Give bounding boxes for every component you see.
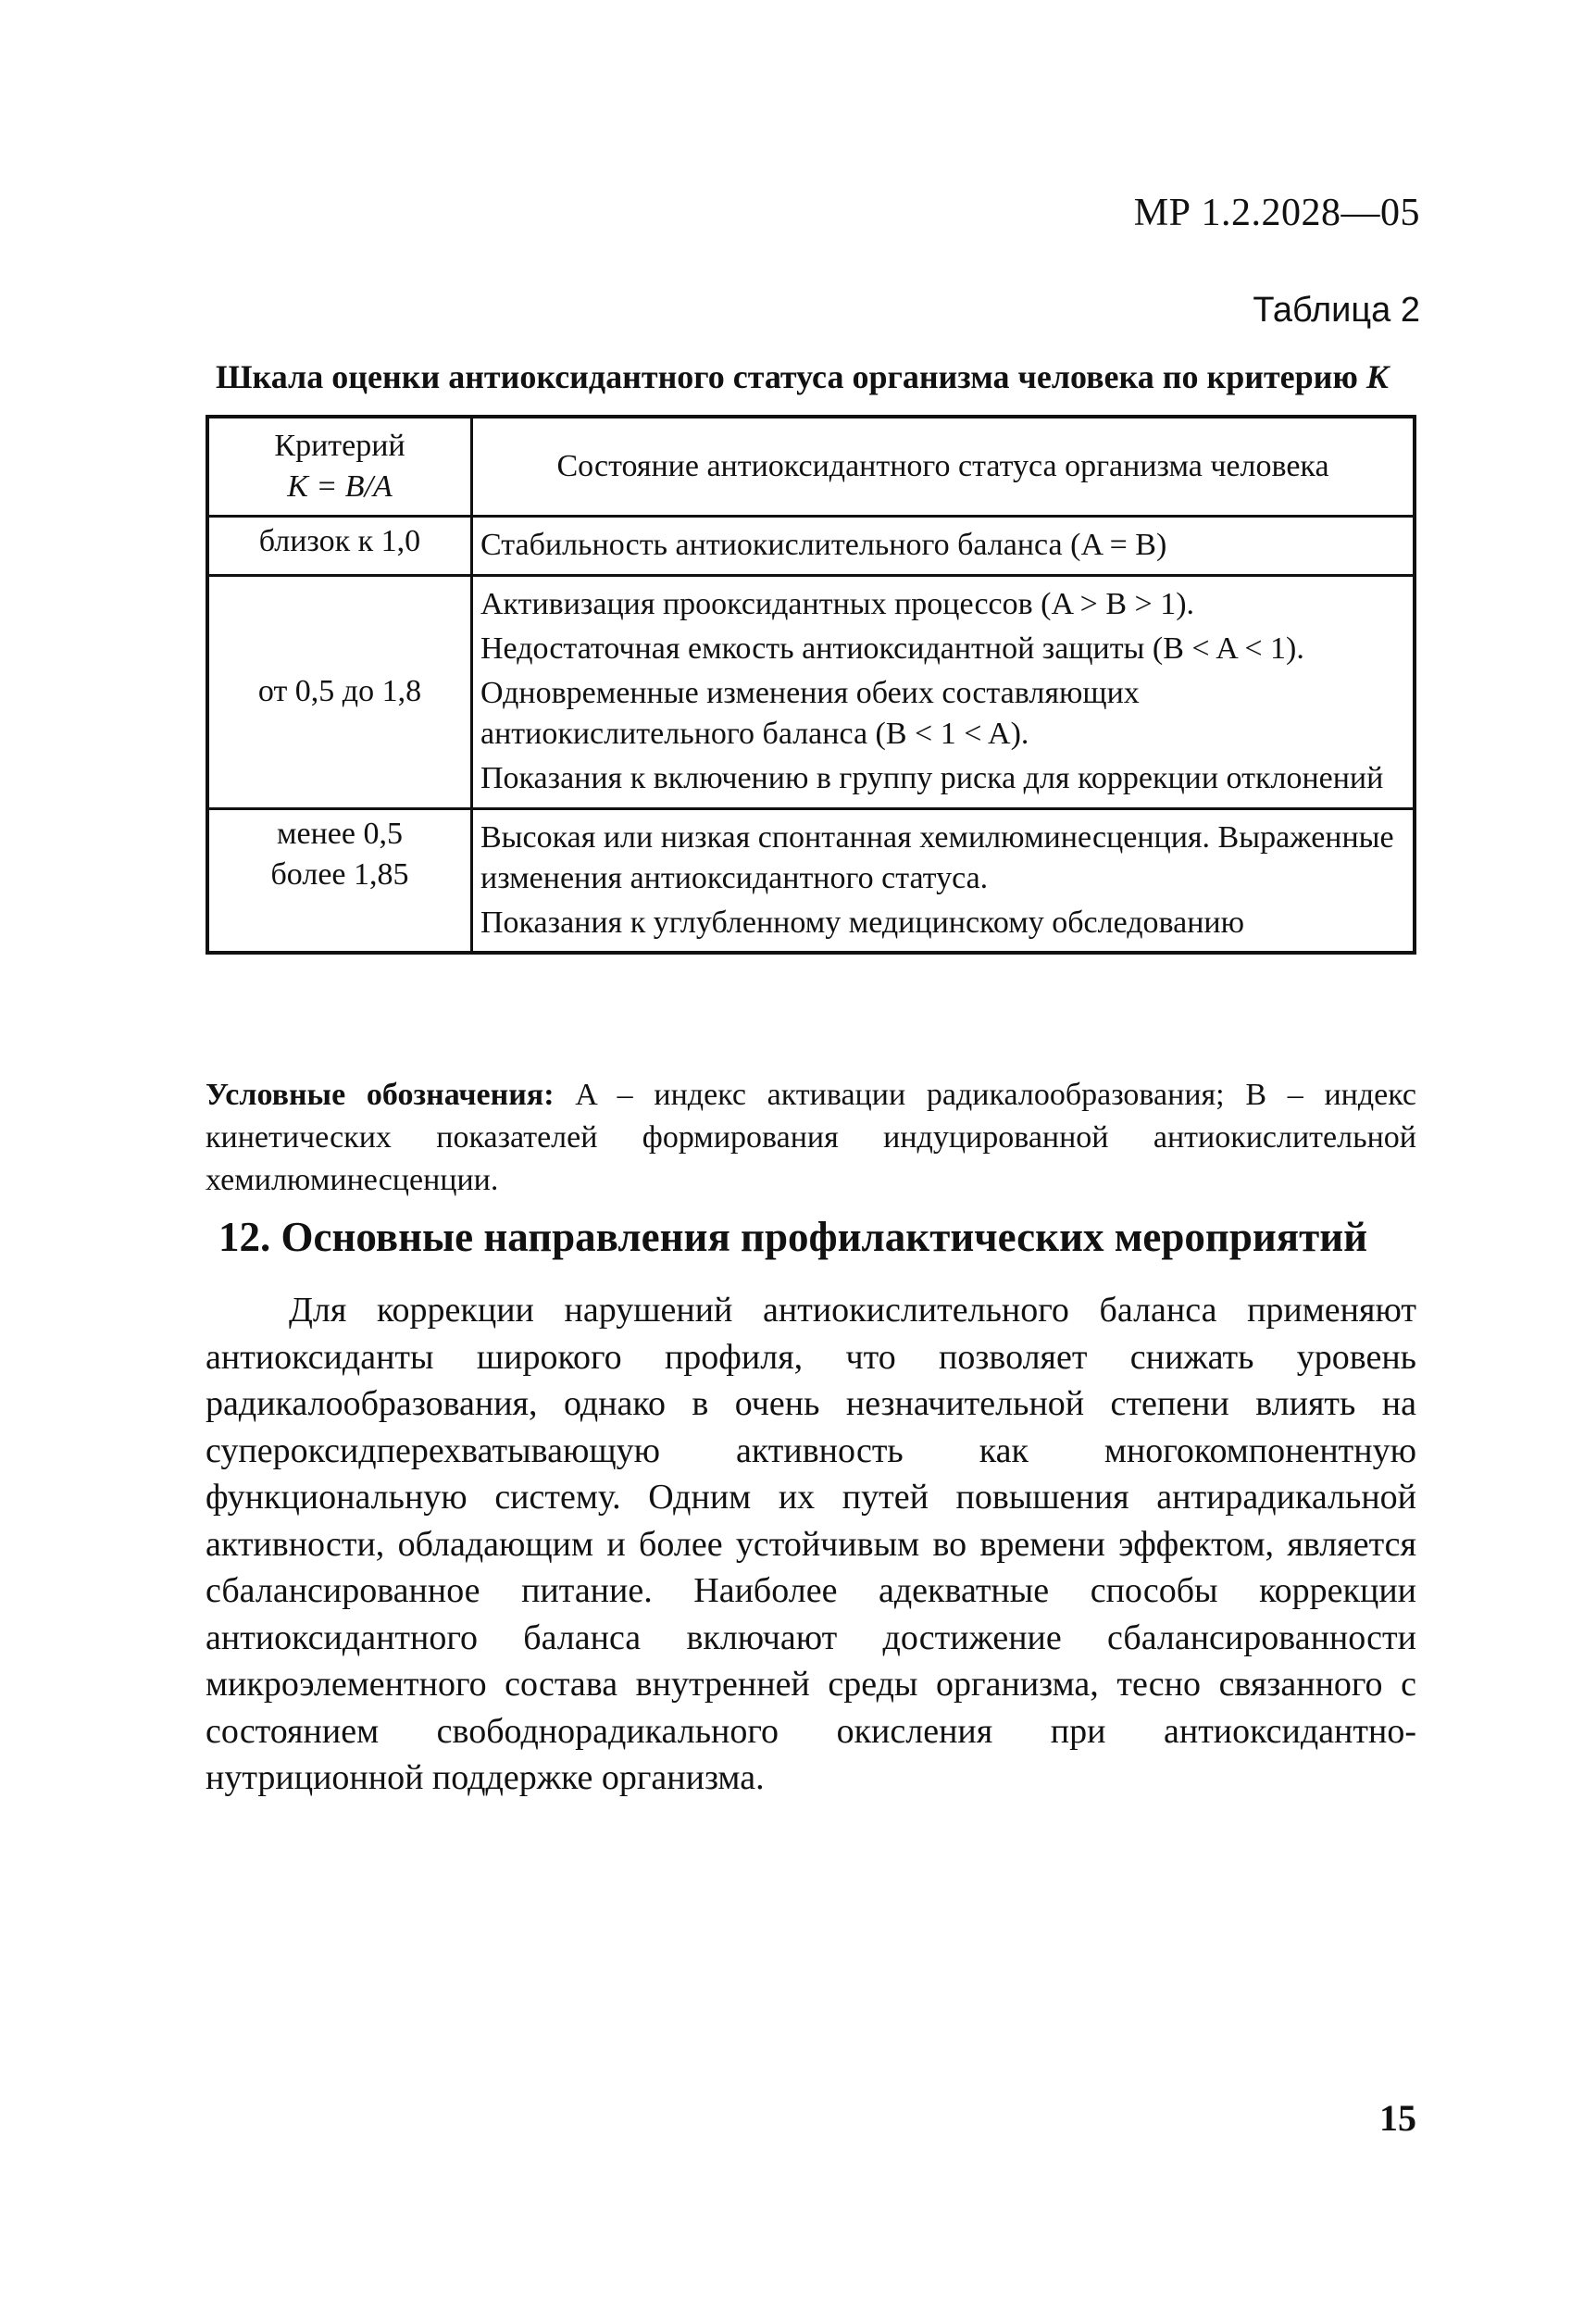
state-line: Показания к включению в группу риска для коррекции отклонений (480, 761, 1384, 796)
state-line: Активизация прооксидантных процессов (A > B > 1). (480, 586, 1195, 621)
criterion-header-formula: K = B/A (287, 469, 393, 505)
criterion-line: менее 0,5 (277, 816, 403, 851)
legend-note (206, 1074, 1416, 1202)
table-row (207, 517, 1415, 575)
table-label: Таблица 2 (1253, 291, 1420, 330)
state-cell (472, 517, 1415, 575)
state-cell (472, 575, 1415, 808)
table-title (216, 357, 1424, 396)
state-header: Состояние антиоксидантного статуса организма человека (472, 417, 1415, 517)
body-paragraph: Для коррекции нарушений антиокислительного баланса применяют антиоксиданты широкого профиля, что позволяет снижать уровень радикалообразования, однако в очень незначительной степени влиять на супероксидперехватывающую активность как многокомпонентную функциональную систему. Одним их путей повышения антирадикальной активности, обладающим и более устойчивым во времени эффектом, является сбалансированное питание. Наиболее адекватные способы коррекции антиоксидантного баланса включают достижение сбалансированности микроэлементного состава внутренней среды организма, тесно связанного с состоянием свободнорадикального окисления при антиоксидантно-нутриционной поддержке организма. (206, 1291, 1416, 1798)
criterion-header-line1: Критерий (274, 429, 405, 463)
criterion-header (207, 417, 472, 517)
criterion-cell: от 0,5 до 1,8 (207, 575, 472, 808)
table-header-row (207, 417, 1415, 517)
document-code: МР 1.2.2028—05 (1133, 192, 1420, 234)
table-title-variable: K (1365, 358, 1389, 395)
legend-text: A – индекс активации радикалообразования; B – индекс кинетических показателей формирования индуцированной антиокислительной хемилюминесценции. (206, 1078, 1416, 1197)
state-line: Стабильность антиокислительного баланса (A = B) (480, 528, 1167, 563)
state-line: Недостаточная емкость антиоксидантной защиты (B < A < 1). (480, 631, 1304, 666)
criteria-table (206, 415, 1416, 955)
criterion-cell: близок к 1,0 (207, 517, 472, 575)
table-row (207, 575, 1415, 808)
table-row (207, 808, 1415, 953)
state-line: Одновременные изменения обеих составляющих антиокислительного баланса (B < 1 < A). (480, 675, 1140, 752)
state-line: Высокая или низкая спонтанная хемилюминесценция. Выраженные изменения антиоксидантного статуса. (480, 819, 1394, 895)
page-number: 15 (1379, 2097, 1416, 2139)
criterion-cell (207, 808, 472, 953)
legend-label: Условные обозначения: (206, 1078, 555, 1112)
section-heading: 12. Основные направления профилактических мероприятий (218, 1214, 1368, 1260)
state-cell (472, 808, 1415, 953)
state-line: Показания к углубленному медицинскому обследованию (480, 905, 1244, 940)
table-title-text: Шкала оценки антиоксидантного статуса организма человека по критерию (216, 358, 1366, 395)
criterion-line: более 1,85 (270, 856, 409, 892)
